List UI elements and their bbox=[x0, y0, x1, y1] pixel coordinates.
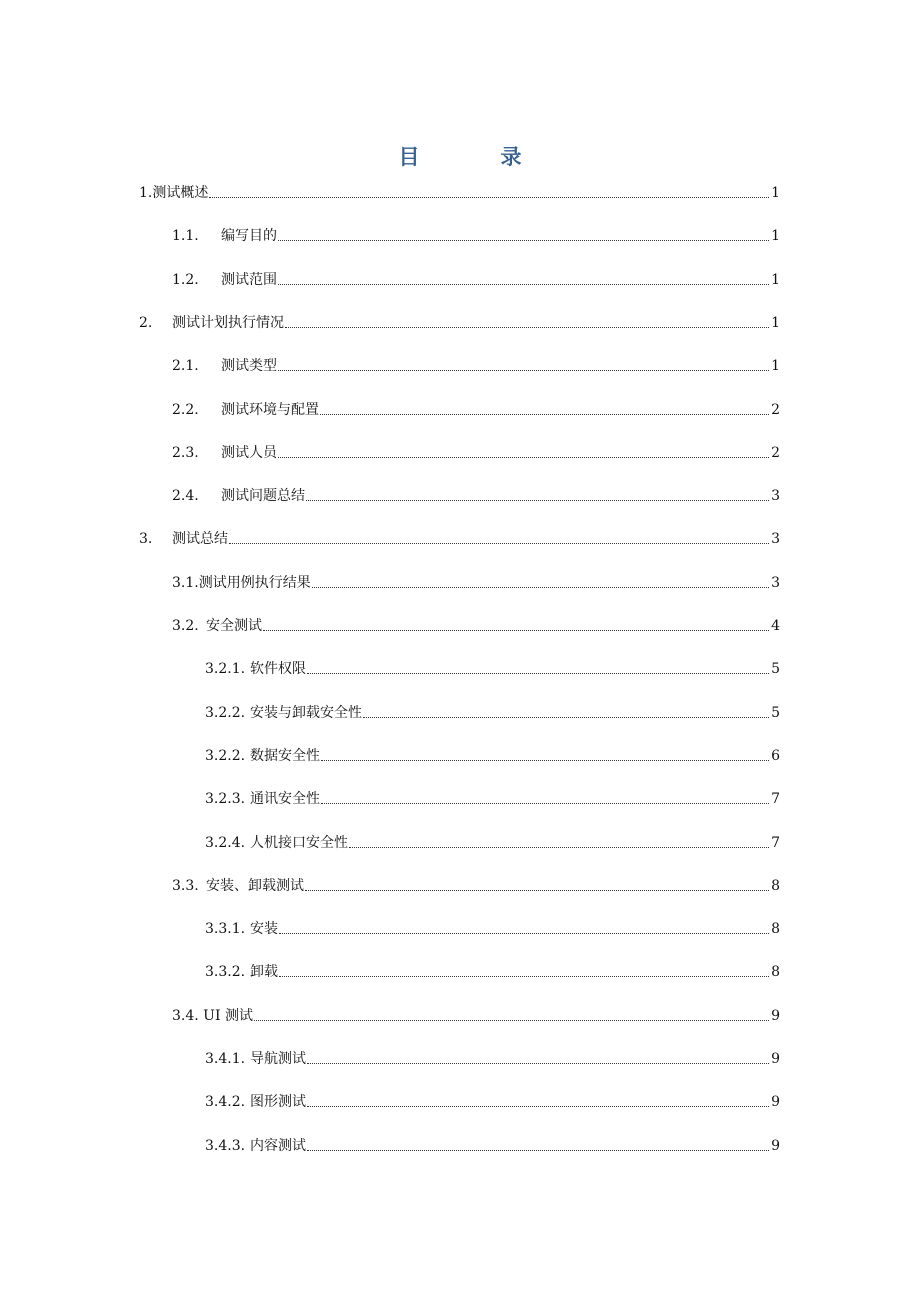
toc-entry[interactable] bbox=[172, 1004, 780, 1026]
toc-entry-page-number: 9 bbox=[771, 1094, 780, 1111]
toc-entry[interactable] bbox=[172, 874, 780, 896]
toc-entry-page-number: 1 bbox=[771, 228, 780, 245]
toc-title: 目 录 bbox=[398, 144, 552, 169]
dot-leader bbox=[363, 717, 769, 718]
toc-entry-number: 3.2.2. bbox=[205, 747, 246, 764]
toc-entry-label: 3.1.测试用例执行结果 bbox=[172, 574, 311, 591]
toc-entry-number: 2.4. bbox=[172, 488, 199, 505]
toc-entry-number: 2. bbox=[139, 314, 153, 331]
toc-entry-label: 内容测试 bbox=[250, 1137, 306, 1154]
toc-entry-page-number: 4 bbox=[771, 618, 780, 634]
toc-entry-label: 编写目的 bbox=[221, 228, 277, 245]
toc-entry-page-number: 9 bbox=[771, 1051, 780, 1067]
toc-entry[interactable] bbox=[205, 787, 780, 809]
toc-entry[interactable] bbox=[172, 268, 780, 290]
dot-leader bbox=[279, 933, 769, 934]
toc-entry-page-number: 5 bbox=[771, 661, 780, 678]
toc-entry-page-number: 1 bbox=[771, 314, 780, 331]
toc-entry[interactable] bbox=[205, 831, 780, 853]
dot-leader bbox=[285, 327, 769, 328]
toc-entry-page-number: 3 bbox=[771, 574, 780, 591]
toc-entry-label: 人机接口安全性 bbox=[250, 834, 348, 851]
toc-entry-label: 安装 bbox=[250, 921, 278, 938]
toc-entry-label: 测试范围 bbox=[221, 271, 277, 288]
dot-leader bbox=[321, 760, 769, 761]
toc-entry[interactable] bbox=[172, 398, 780, 420]
toc-entry-label: 测试问题总结 bbox=[221, 488, 305, 505]
toc-entry[interactable] bbox=[205, 744, 780, 766]
toc-entry-number: 1.2. bbox=[172, 271, 199, 288]
toc-entry-page-number: 8 bbox=[771, 964, 780, 981]
dot-leader bbox=[306, 500, 769, 501]
toc-entry[interactable] bbox=[205, 701, 780, 723]
toc-entry-page-number: 8 bbox=[771, 921, 780, 938]
toc-entry[interactable] bbox=[172, 484, 780, 506]
dot-leader bbox=[278, 284, 769, 285]
toc-entry-label: 安装与卸载安全性 bbox=[250, 704, 362, 721]
dot-leader bbox=[307, 1106, 769, 1107]
dot-leader bbox=[263, 630, 769, 631]
dot-leader bbox=[349, 847, 769, 848]
toc-entry-number: 3.2. bbox=[172, 618, 199, 634]
toc-entry-label: 测试计划执行情况 bbox=[172, 314, 284, 331]
toc-entry-page-number: 2 bbox=[771, 444, 780, 461]
toc-entry-number: 2.3. bbox=[172, 444, 199, 461]
toc-entry-page-number: 7 bbox=[771, 791, 780, 808]
toc-entry[interactable] bbox=[205, 657, 780, 679]
toc-entry-label: 测试人员 bbox=[221, 444, 277, 461]
toc-entry-page-number: 7 bbox=[771, 834, 780, 851]
toc-entry-number: 3.2.4. bbox=[205, 834, 246, 851]
toc-entry[interactable] bbox=[139, 181, 780, 203]
toc-entry[interactable] bbox=[205, 1047, 780, 1069]
dot-leader bbox=[278, 457, 769, 458]
toc-entry[interactable] bbox=[205, 960, 780, 982]
toc-entry-label: 导航测试 bbox=[250, 1051, 306, 1067]
toc-entry-number: 3.3.2. bbox=[205, 964, 246, 981]
toc-entry[interactable] bbox=[172, 614, 780, 636]
toc-entry-label: 测试环境与配置 bbox=[221, 401, 319, 418]
toc-entry[interactable] bbox=[139, 311, 780, 333]
toc-entry-page-number: 6 bbox=[771, 747, 780, 764]
toc-entry-number: 3.2.3. bbox=[205, 791, 246, 808]
toc-entry-number: 3.3. bbox=[172, 877, 199, 894]
toc-entry[interactable] bbox=[205, 917, 780, 939]
toc-entry[interactable] bbox=[172, 224, 780, 246]
toc-entry-page-number: 3 bbox=[771, 488, 780, 505]
toc-entry-number: 1.1. bbox=[172, 228, 199, 245]
toc-entry-page-number: 9 bbox=[771, 1007, 780, 1024]
toc-entry-label: 数据安全性 bbox=[250, 747, 320, 764]
toc-entry-label: 1.测试概述 bbox=[139, 185, 209, 201]
toc-entry[interactable] bbox=[139, 527, 780, 549]
toc-entry-number: 3. bbox=[139, 531, 153, 548]
dot-leader bbox=[305, 890, 769, 891]
toc-entry-page-number: 1 bbox=[771, 271, 780, 288]
dot-leader bbox=[278, 370, 769, 371]
dot-leader bbox=[312, 587, 769, 588]
toc-entry-page-number: 8 bbox=[771, 877, 780, 894]
toc-entry-number: 3.3.1. bbox=[205, 921, 246, 938]
dot-leader bbox=[307, 673, 769, 674]
toc-entry[interactable] bbox=[172, 354, 780, 376]
toc-entry-page-number: 9 bbox=[771, 1137, 780, 1154]
toc-entry-label: 安全测试 bbox=[206, 618, 262, 634]
dot-leader bbox=[279, 976, 769, 977]
toc-entry-number: 3.4.3. bbox=[205, 1137, 246, 1154]
toc-entry-label: 卸载 bbox=[250, 964, 278, 981]
toc-entry[interactable] bbox=[205, 1090, 780, 1112]
toc-entry[interactable] bbox=[172, 441, 780, 463]
toc-entry-label: 软件权限 bbox=[250, 661, 306, 678]
dot-leader bbox=[307, 1150, 769, 1151]
toc-entry-number: 3.4.2. bbox=[205, 1094, 246, 1111]
dot-leader bbox=[278, 240, 769, 241]
toc-entry-number: 2.1. bbox=[172, 358, 199, 375]
toc-entry-label: 通讯安全性 bbox=[250, 791, 320, 808]
toc-entry-label: 测试总结 bbox=[172, 531, 228, 548]
toc-entry-label: 3.4. UI 测试 bbox=[172, 1007, 253, 1024]
toc-entry-page-number: 1 bbox=[771, 358, 780, 375]
dot-leader bbox=[229, 543, 769, 544]
toc-entry-label: 图形测试 bbox=[250, 1094, 306, 1111]
toc-entry-page-number: 5 bbox=[771, 704, 780, 721]
toc-entry-number: 3.2.1. bbox=[205, 661, 246, 678]
toc-entry-number: 3.4.1. bbox=[205, 1051, 246, 1067]
toc-entry[interactable] bbox=[205, 1134, 780, 1156]
toc-entry-page-number: 2 bbox=[771, 401, 780, 418]
dot-leader bbox=[320, 414, 769, 415]
dot-leader bbox=[209, 197, 769, 198]
toc-entry-number: 2.2. bbox=[172, 401, 199, 418]
dot-leader bbox=[254, 1020, 769, 1021]
toc-entry-page-number: 1 bbox=[771, 185, 780, 201]
dot-leader bbox=[307, 1063, 769, 1064]
toc-entry-label: 测试类型 bbox=[221, 358, 277, 375]
toc-entry[interactable] bbox=[172, 571, 780, 593]
toc-entry-page-number: 3 bbox=[771, 531, 780, 548]
toc-entry-number: 3.2.2. bbox=[205, 704, 246, 721]
dot-leader bbox=[321, 803, 769, 804]
toc-entry-label: 安装、卸载测试 bbox=[206, 877, 304, 894]
